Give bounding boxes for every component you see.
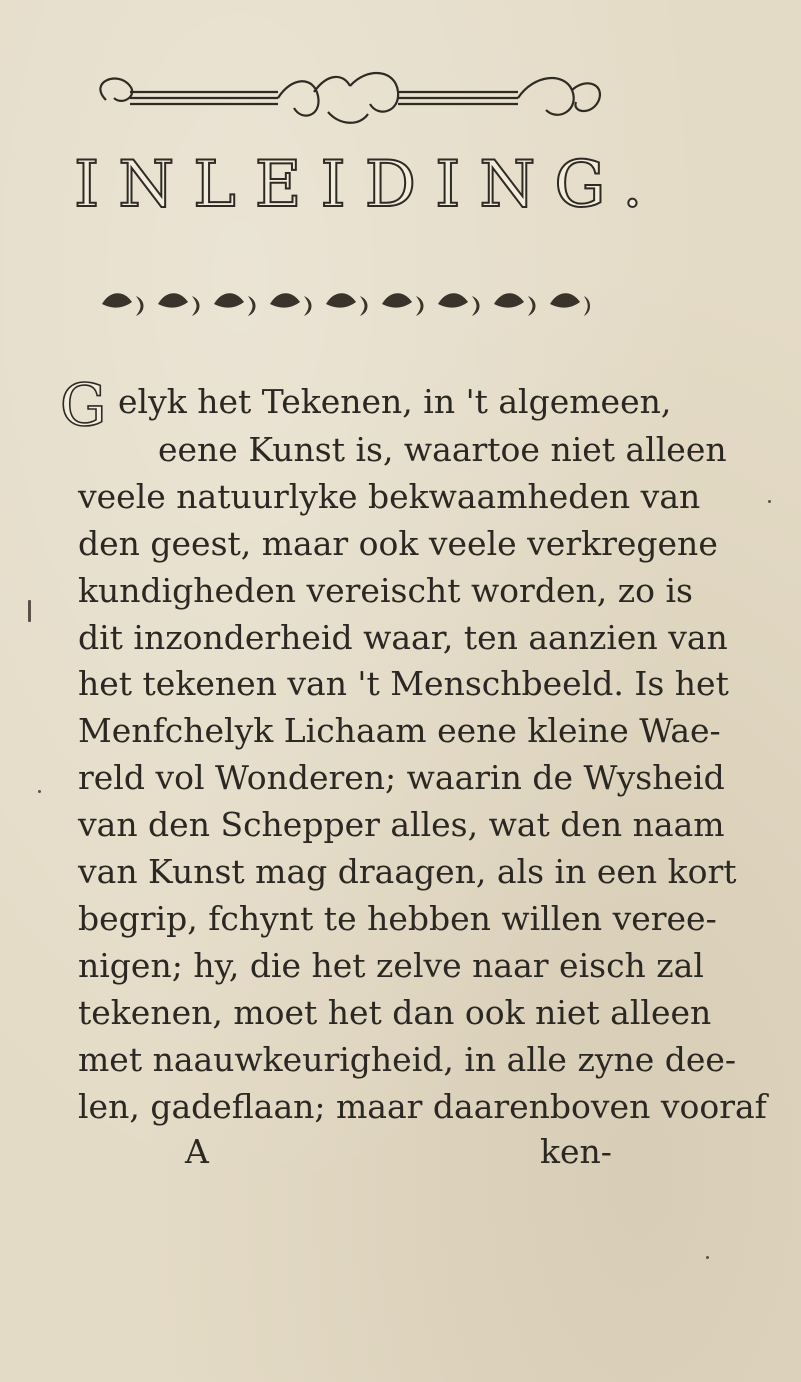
text-line: dit inzonderheid waar, ten aanzien van <box>78 618 728 657</box>
text-line: met naauwkeurigheid, in alle zyne dee- <box>78 1040 737 1079</box>
text-line: kundigheden vereischt worden, zo is <box>78 571 693 610</box>
paper-mark <box>28 600 31 622</box>
text-line: den geest, maar ook veele verkregene <box>78 524 718 563</box>
signature-mark: A <box>185 1132 209 1171</box>
text-line: het tekenen van 't Menschbeeld. Is het <box>78 664 729 703</box>
paper-mark <box>768 500 771 503</box>
drop-cap: G <box>60 371 107 439</box>
text-line: van den Schepper alles, wat den naam <box>78 805 725 844</box>
text-line: nigen; hy, die het zelve naar eisch zal <box>78 946 704 985</box>
text-line: Menfchelyk Lichaam eene kleine Wae- <box>78 711 721 750</box>
headpiece-ornament-icon <box>78 62 638 140</box>
text-line: elyk het Tekenen, in 't algemeen, <box>118 382 672 421</box>
text-line: van Kunst mag draagen, als in een kort <box>78 852 737 891</box>
text-line: reld vol Wonderen; waarin de Wysheid <box>78 758 725 797</box>
text-line: begrip, fchynt te hebben willen veree- <box>78 899 717 938</box>
paper-mark <box>706 1256 709 1259</box>
text-line: eene Kunst is, waartoe niet alleen <box>158 430 727 469</box>
text-line: tekenen, moet het dan ook niet alleen <box>78 993 712 1032</box>
text-line: veele natuurlyke bekwaamheden van <box>78 477 701 516</box>
decorative-border-icon <box>96 282 596 324</box>
paper-mark <box>38 790 41 793</box>
chapter-title: INLEIDING. <box>74 148 662 222</box>
catchword: ken- <box>540 1132 612 1171</box>
text-line: len, gadeflaan; maar daarenboven vooraf <box>78 1087 767 1126</box>
